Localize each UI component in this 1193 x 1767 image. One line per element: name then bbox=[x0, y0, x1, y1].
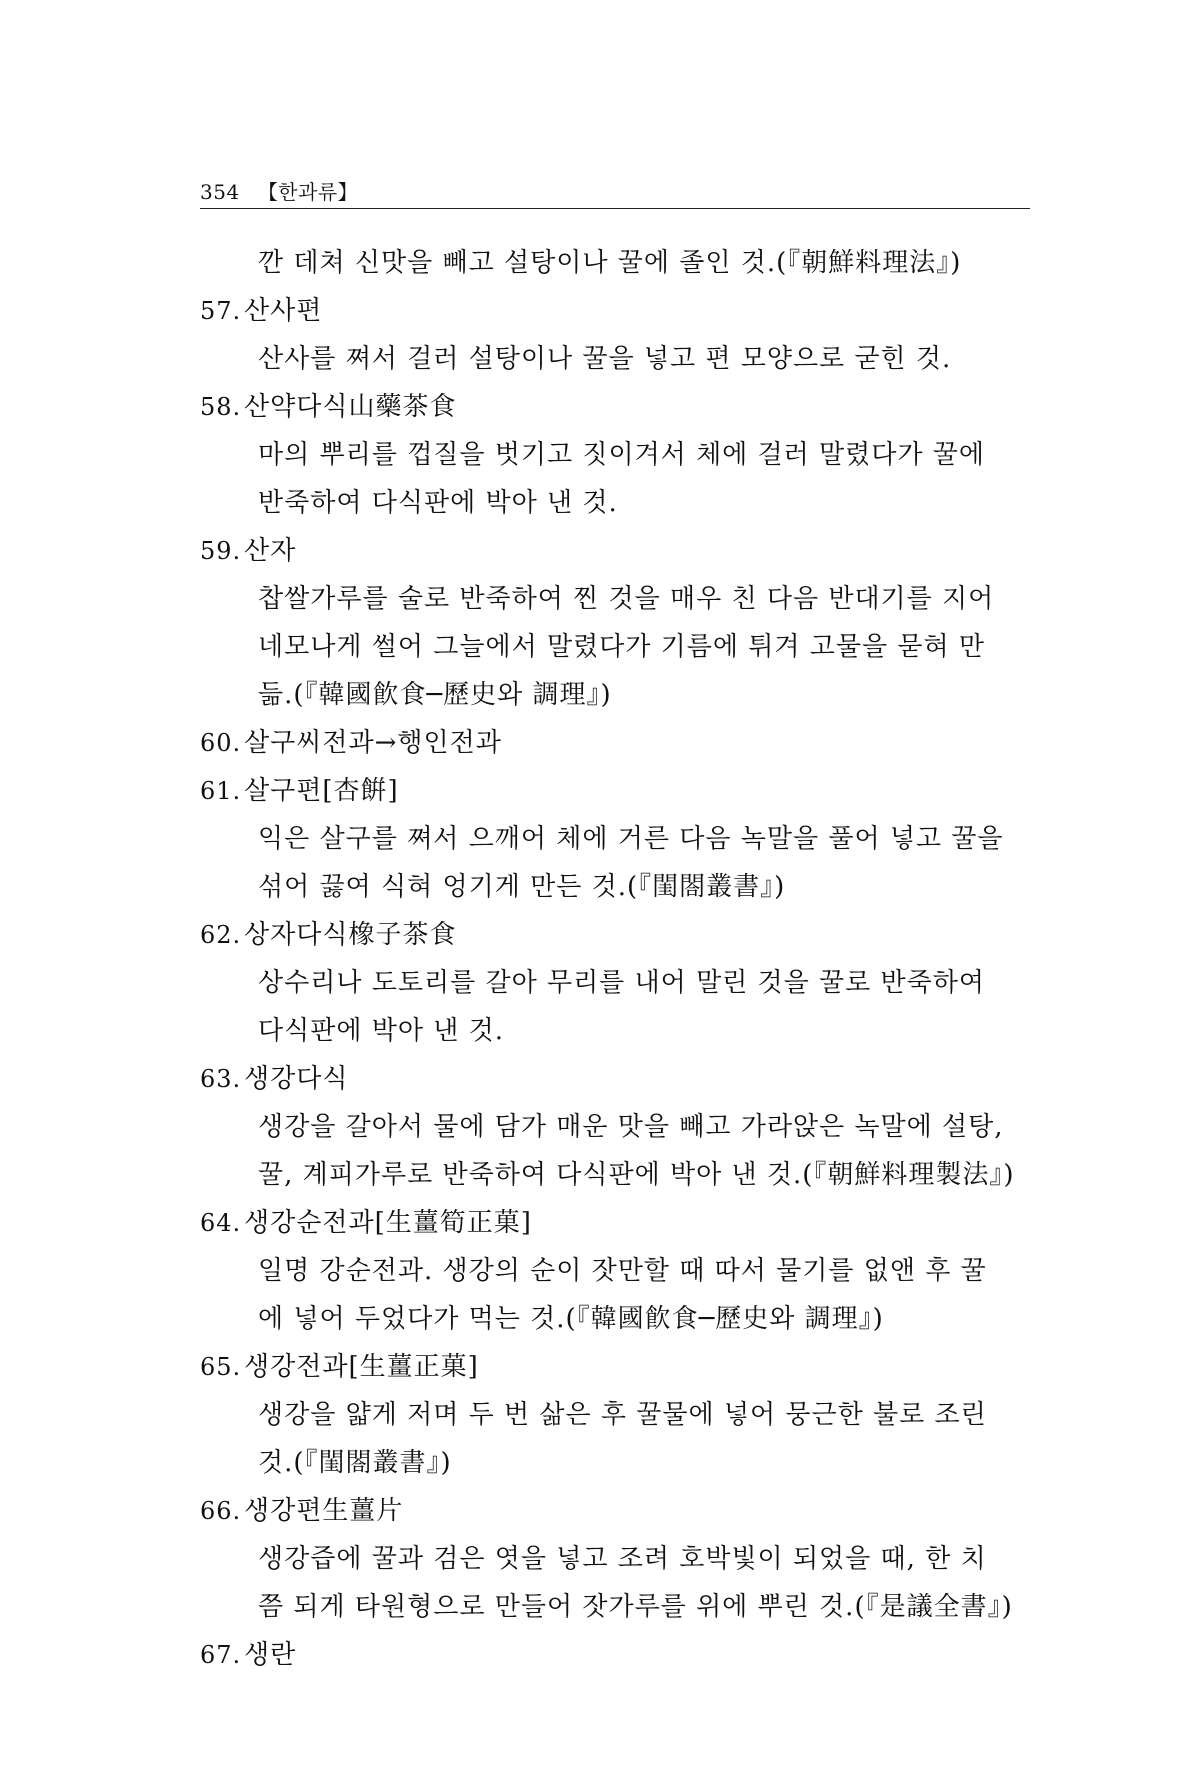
dictionary-entry bbox=[200, 720, 1030, 768]
entry-head bbox=[200, 768, 1030, 816]
entry-title: 살구씨전과→행인전과 bbox=[244, 728, 502, 758]
entry-head bbox=[200, 1200, 1030, 1248]
entry-number: 64. bbox=[200, 1209, 242, 1237]
entry-head bbox=[200, 1344, 1030, 1392]
entry-body-line: 익은 살구를 쪄서 으깨어 체에 거른 다음 녹말을 풀어 넣고 꿀을 bbox=[258, 824, 1004, 854]
entry-number: 61. bbox=[200, 777, 242, 805]
entry-body-line: 반죽하여 다식판에 박아 낸 것. bbox=[258, 488, 618, 518]
entry-title: 생강다식 bbox=[244, 1064, 349, 1094]
entry-head bbox=[200, 384, 1030, 432]
entry-number: 59. bbox=[200, 537, 242, 565]
entry-head bbox=[200, 912, 1030, 960]
entry-number: 66. bbox=[200, 1497, 242, 1525]
entry-title: 산사편 bbox=[244, 296, 323, 326]
dictionary-entry bbox=[200, 1632, 1030, 1680]
dictionary-entry bbox=[200, 1056, 1030, 1200]
running-head bbox=[200, 176, 1030, 205]
dictionary-entry bbox=[200, 1200, 1030, 1344]
entry-body-line: 일명 강순전과. 생강의 순이 잣만할 때 따서 물기를 없앤 후 꿀 bbox=[258, 1256, 987, 1286]
entry-body-line: 다식판에 박아 낸 것. bbox=[258, 1016, 504, 1046]
entry-number: 58. bbox=[200, 393, 242, 421]
page-number: 354 bbox=[200, 180, 240, 204]
entry-title: 상자다식橡子茶食 bbox=[244, 920, 457, 950]
dictionary-entry bbox=[200, 384, 1030, 528]
dictionary-entry bbox=[200, 528, 1030, 720]
entry-body-line: 에 넣어 두었다가 먹는 것.(『韓國飮食─歷史와 調理』) bbox=[258, 1304, 884, 1334]
entry-body-line: 생강을 얇게 저며 두 번 삶은 후 꿀물에 넣어 뭉근한 불로 조린 bbox=[258, 1400, 987, 1430]
entry-head bbox=[200, 288, 1030, 336]
entry-body-line: 찹쌀가루를 술로 반죽하여 찐 것을 매우 친 다음 반대기를 지어 bbox=[258, 584, 995, 614]
entry-number: 65. bbox=[200, 1353, 242, 1381]
section-title: 【한과류】 bbox=[257, 180, 359, 204]
entry-body-line: 꿀, 계피가루로 반죽하여 다식판에 박아 낸 것.(『朝鮮料理製法』) bbox=[258, 1160, 1015, 1190]
entry-title: 생강순전과[生薑筍正菓] bbox=[244, 1208, 532, 1238]
entry-number: 62. bbox=[200, 921, 242, 949]
entry-head bbox=[200, 1632, 1030, 1680]
entry-number: 67. bbox=[200, 1641, 242, 1669]
entry-list bbox=[200, 240, 1030, 1680]
dictionary-entry bbox=[200, 1488, 1030, 1632]
entry-number: 60. bbox=[200, 729, 242, 757]
dictionary-entry bbox=[200, 288, 1030, 384]
entry-head bbox=[200, 1488, 1030, 1536]
entry-head bbox=[200, 1056, 1030, 1104]
entry-body-line: 깐 데쳐 신맛을 빼고 설탕이나 꿀에 졸인 것.(『朝鮮料理法』) bbox=[258, 248, 962, 278]
entry-title: 생강편生薑片 bbox=[244, 1496, 404, 1526]
dictionary-entry bbox=[200, 240, 1030, 288]
entry-title: 살구편[杏餠] bbox=[244, 776, 399, 806]
header-rule bbox=[200, 208, 1030, 209]
dictionary-entry bbox=[200, 768, 1030, 912]
entry-body-line: 것.(『閨閤叢書』) bbox=[258, 1448, 452, 1478]
entry-body-line: 네모나게 썰어 그늘에서 말렸다가 기름에 튀겨 고물을 묻혀 만 bbox=[258, 632, 986, 662]
entry-body-line: 생강을 갈아서 물에 담가 매운 맛을 빼고 가라앉은 녹말에 설탕, bbox=[258, 1112, 1004, 1142]
entry-body-line: 생강즙에 꿀과 검은 엿을 넣고 조려 호박빛이 되었을 때, 한 치 bbox=[258, 1544, 987, 1574]
entry-head bbox=[200, 720, 1030, 768]
dictionary-entry bbox=[200, 1344, 1030, 1488]
entry-number: 63. bbox=[200, 1065, 242, 1093]
entry-head bbox=[200, 528, 1030, 576]
entry-number: 57. bbox=[200, 297, 242, 325]
entry-title: 생란 bbox=[244, 1640, 297, 1670]
entry-title: 산약다식山藥茶食 bbox=[244, 392, 457, 422]
dictionary-entry bbox=[200, 912, 1030, 1056]
entry-body-line: 듦.(『韓國飮食─歷史와 調理』) bbox=[258, 680, 612, 710]
entry-body-line: 산사를 쪄서 걸러 설탕이나 꿀을 넣고 편 모양으로 굳힌 것. bbox=[258, 344, 952, 374]
entry-body-line: 섞어 끓여 식혀 엉기게 만든 것.(『閨閤叢書』) bbox=[258, 872, 786, 902]
entry-body-line: 상수리나 도토리를 갈아 무리를 내어 말린 것을 꿀로 반죽하여 bbox=[258, 968, 986, 998]
entry-title: 생강전과[生薑正菓] bbox=[244, 1352, 479, 1382]
entry-body-line: 쯤 되게 타원형으로 만들어 잣가루를 위에 뿌린 것.(『是議全書』) bbox=[258, 1592, 1013, 1622]
entry-body-line: 마의 뿌리를 껍질을 벗기고 짓이겨서 체에 걸러 말렸다가 꿀에 bbox=[258, 440, 986, 470]
entry-title: 산자 bbox=[244, 536, 297, 566]
